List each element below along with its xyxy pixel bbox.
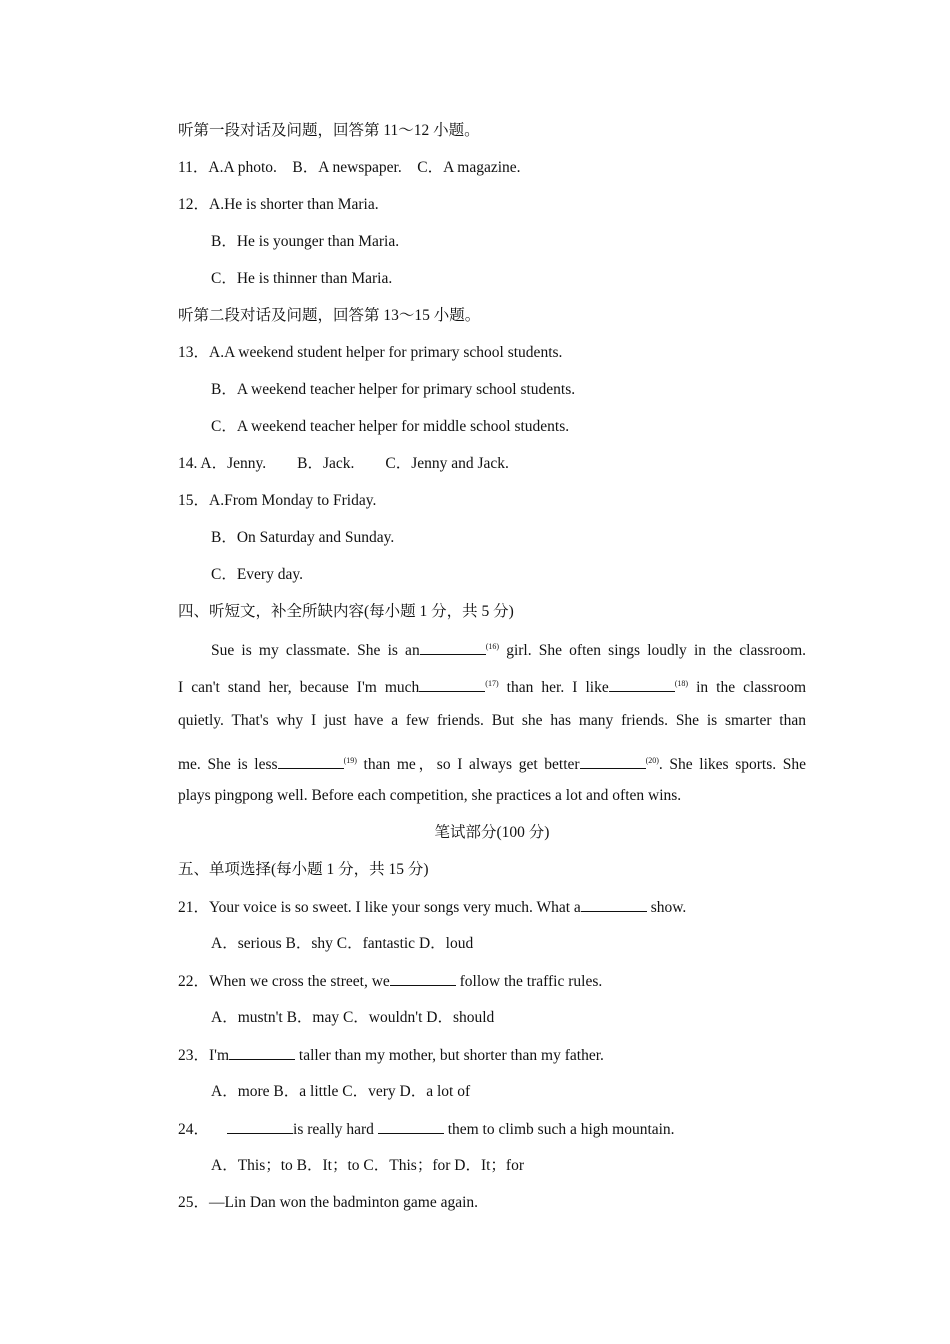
blank-number-18: (18) — [674, 679, 689, 688]
question-24 — [178, 1119, 675, 1140]
part5-heading: 五、单项选择(每小题 1 分，共 15 分) — [178, 861, 429, 878]
blank-number-16: (16) — [485, 642, 500, 651]
blank-18[interactable] — [609, 677, 675, 692]
passage-text: than me，so I always get better — [356, 756, 580, 774]
question-15: 15．A.From Monday to Friday. — [178, 492, 377, 509]
part4-heading: 四、听短文，补全所缺内容(每小题 1 分，共 5 分) — [178, 603, 514, 620]
question-21 — [178, 897, 686, 918]
passage-line-1 — [178, 637, 806, 661]
blank-24b[interactable] — [378, 1119, 444, 1134]
question-text: is really hard — [293, 1121, 378, 1138]
blank-24a[interactable] — [227, 1119, 293, 1134]
blank-17[interactable] — [419, 677, 485, 692]
blank-23[interactable] — [229, 1045, 295, 1060]
question-13-option-c: C．A weekend teacher helper for middle school students. — [211, 418, 570, 435]
question-text: taller than my mother, but shorter than my father. — [295, 1047, 604, 1064]
blank-number-20: (20) — [645, 756, 659, 765]
passage-text: me. She is less — [178, 756, 278, 774]
passage-text: girl. She often sings loudly in the classroom. — [499, 642, 806, 660]
passage-line-2 — [178, 674, 806, 698]
question-text: them to climb such a high mountain. — [443, 1121, 675, 1138]
blank-22[interactable] — [390, 971, 456, 986]
question-14: 14. A．Jenny. B．Jack. C．Jenny and Jack. — [178, 455, 509, 472]
question-13-option-b: B．A weekend teacher helper for primary school students. — [211, 381, 576, 398]
question-21-options: A．serious B．shy C．fantastic D．loud — [211, 935, 474, 952]
question-text: 21．Your voice is so sweet. I like your songs very much. What a — [178, 899, 581, 916]
question-24-options: A．This；to B．It；to C．This；for D．It；for — [211, 1157, 524, 1174]
question-text: show. — [646, 899, 687, 916]
question-23 — [178, 1045, 604, 1066]
question-text: 23．I'm — [178, 1047, 230, 1064]
blank-number-17: (17) — [485, 679, 499, 688]
question-25: 25．—Lin Dan won the badminton game again. — [178, 1194, 479, 1211]
blank-21[interactable] — [581, 897, 647, 912]
blank-20[interactable] — [580, 754, 646, 769]
written-part-heading: 笔试部分(100 分) — [434, 824, 550, 841]
blank-19[interactable] — [278, 754, 344, 769]
question-12-option-c: C．He is thinner than Maria. — [211, 270, 393, 287]
question-12: 12．A.He is shorter than Maria. — [178, 196, 379, 213]
question-23-options: A．more B．a little C．very D．a lot of — [211, 1083, 471, 1100]
blank-16[interactable] — [420, 640, 486, 655]
passage-line-4 — [178, 751, 806, 775]
passage-text: I can't stand her, because I'm much — [178, 679, 420, 697]
passage-text: Sue is my classmate. She is an — [211, 642, 420, 660]
question-22-options: A．mustn't B．may C．wouldn't D．should — [211, 1009, 495, 1026]
passage-line-5: plays pingpong well. Before each competition, she practices a lot and often wins. — [178, 787, 682, 804]
question-11: 11．A.A photo. B．A newspaper. C．A magazine. — [178, 159, 521, 176]
passage-text: in the classroom — [688, 679, 807, 697]
question-13: 13．A.A weekend student helper for primary school students. — [178, 344, 563, 361]
question-15-option-b: B．On Saturday and Sunday. — [211, 529, 395, 546]
question-22 — [178, 971, 602, 992]
question-text: follow the traffic rules. — [455, 973, 603, 990]
section2-heading: 听第二段对话及问题，回答第 13～15 小题。 — [178, 307, 481, 324]
question-15-option-c: C．Every day. — [211, 566, 303, 583]
question-text: 22．When we cross the street, we — [178, 973, 390, 990]
passage-line-3: quietly. That's why I just have a few friends. But she has many friends. She is smarter than — [178, 712, 806, 729]
passage-text: than her. I like — [498, 679, 609, 697]
passage-text: . She likes sports. She — [658, 756, 806, 774]
section1-heading: 听第一段对话及问题，回答第 11～12 小题。 — [178, 122, 480, 139]
blank-number-19: (19) — [343, 756, 357, 765]
question-text: 24． — [178, 1121, 210, 1138]
question-12-option-b: B．He is younger than Maria. — [211, 233, 400, 250]
